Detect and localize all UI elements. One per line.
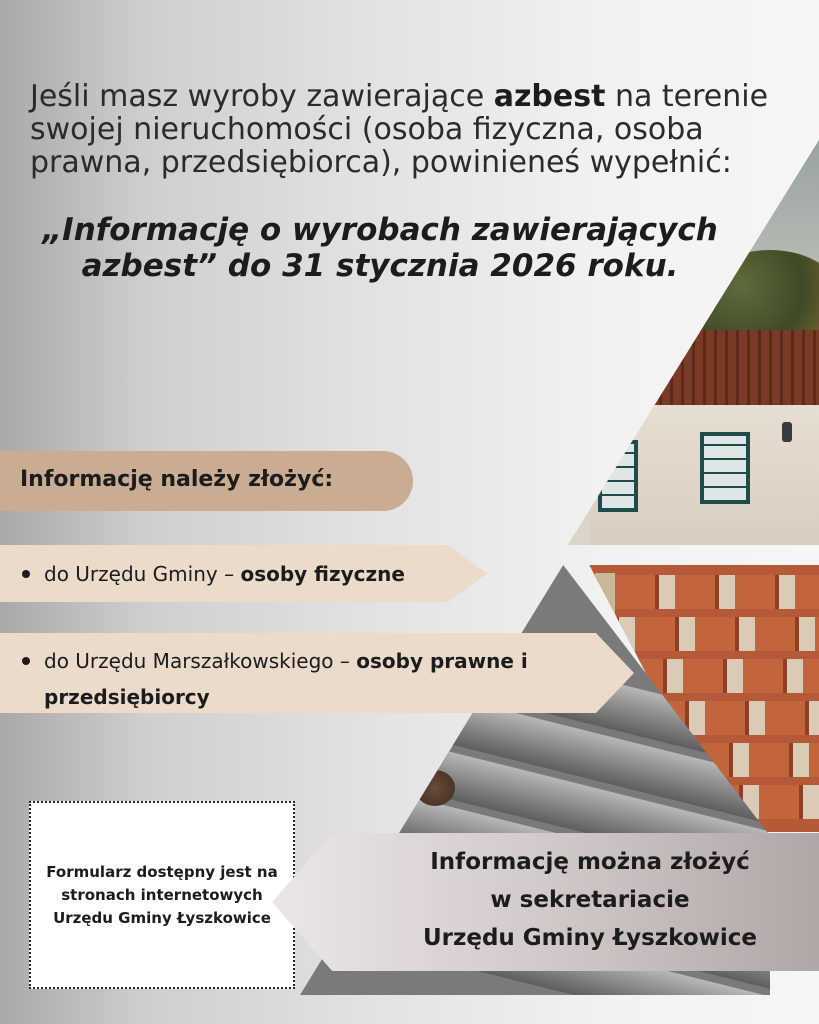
headline-line-2: azbest” do 31 stycznia 2026 roku.	[81, 248, 679, 284]
list-item: do Urzędu Gminy – osoby fizyczne	[22, 556, 405, 592]
info-label: Informację należy złożyć:	[20, 467, 334, 492]
list-item: do Urzędu Marszałkowskiego – osoby prawne i przedsiębiorcy	[22, 643, 622, 715]
moss-spot	[415, 770, 455, 806]
form-info-box	[29, 801, 295, 989]
headline	[30, 212, 730, 284]
window	[598, 440, 638, 512]
house-photo	[560, 140, 819, 545]
tiled-roof	[640, 330, 819, 405]
lamp-icon	[782, 422, 792, 442]
bullet-icon	[22, 657, 30, 665]
form-info-text: Formularz dostępny jest na stronach internetowych Urzędu Gminy Łyszkowice	[46, 862, 278, 927]
headline-line-1: „Informację o wyrobach zawierających	[42, 212, 718, 248]
intro-text: Jeśli masz wyroby zawierające azbest na terenie swojej nieruchomości (osoba fizyczna, osoba prawna, przedsiębiorca), powinieneś wypełnić:	[30, 79, 769, 180]
secretariat-text: Informację można złożyć w sekretariacie Urzędu Gminy Łyszkowice	[422, 849, 758, 951]
roof-row	[555, 575, 819, 609]
window	[700, 432, 750, 504]
bullet-icon	[22, 570, 30, 578]
intro-keyword: azbest	[493, 79, 606, 114]
